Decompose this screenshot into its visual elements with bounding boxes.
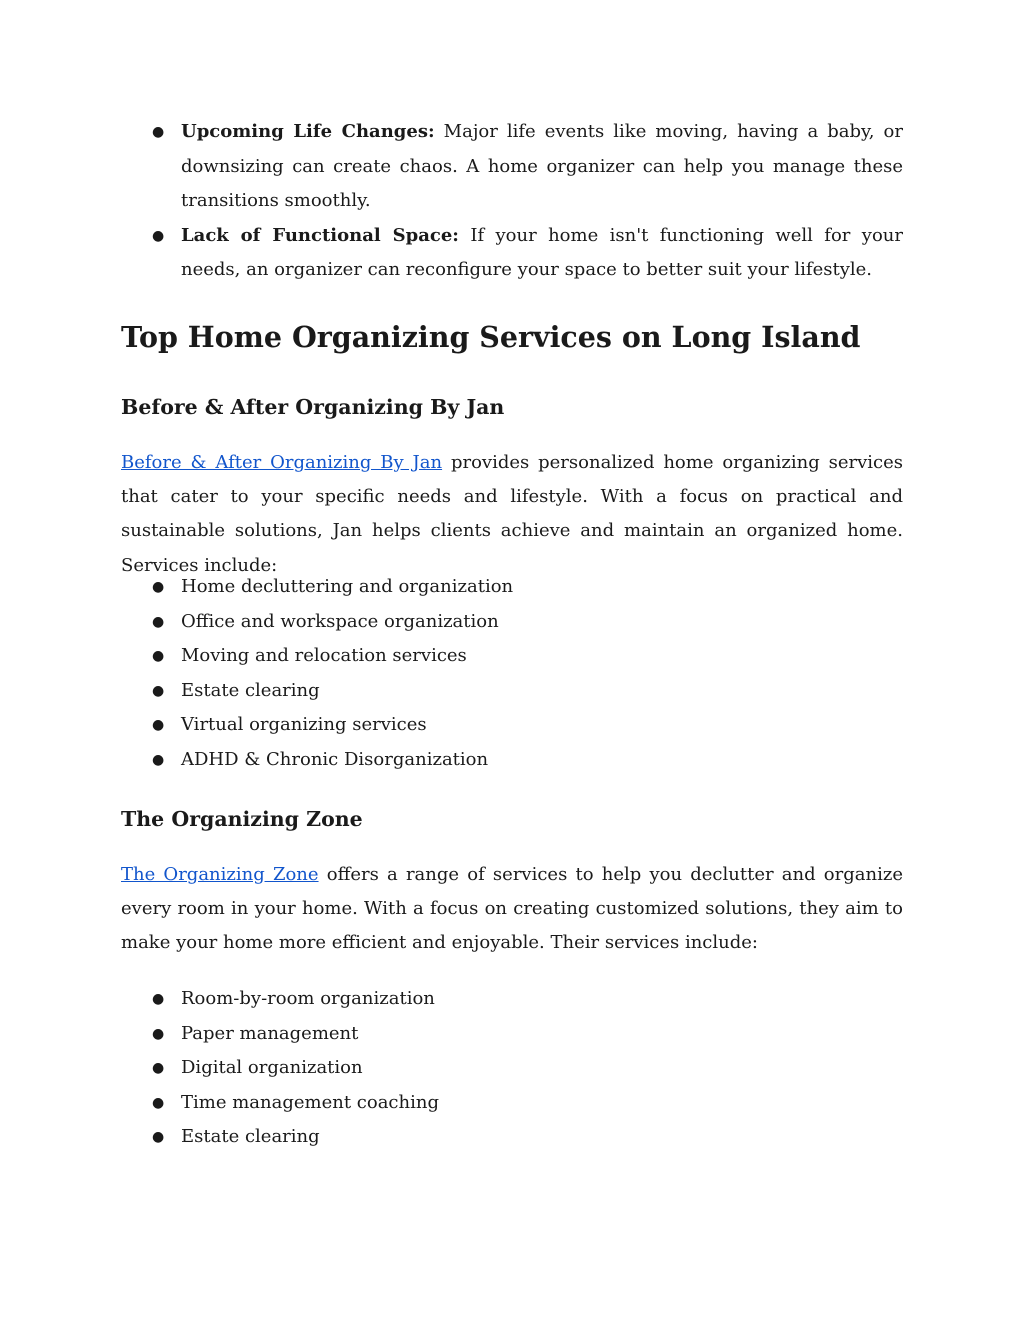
list-item	[121, 982, 903, 1017]
service-label: Time management coaching	[181, 1091, 439, 1113]
provider-heading: The Organizing Zone	[121, 807, 363, 831]
list-item	[121, 605, 903, 640]
list-item	[121, 570, 903, 605]
service-label: Paper management	[181, 1022, 359, 1044]
provider-heading: Before & After Organizing By Jan	[121, 395, 505, 419]
list-item	[121, 115, 903, 219]
bullet-icon: ●	[152, 579, 165, 595]
service-label: Estate clearing	[181, 1126, 320, 1148]
provider-description-text: provides personalized home organizing services that cater to your specific needs and lifestyle. With a focus on practical and sustainable solutions, Jan helps clients achieve and maintain an organized home. Services include:	[121, 452, 904, 576]
bullet-icon: ●	[152, 1094, 165, 1111]
bullet-icon: ●	[152, 1025, 165, 1042]
section-title: Top Home Organizing Services on Long Island	[121, 320, 861, 354]
list-item	[121, 674, 903, 709]
list-item	[121, 1086, 903, 1121]
service-label: Moving and relocation services	[181, 645, 467, 667]
service-label: Room-by-room organization	[181, 988, 435, 1009]
bullet-lead: Upcoming Life Changes:	[181, 121, 435, 142]
bullet-icon: ●	[152, 1129, 165, 1146]
list-item	[121, 1017, 903, 1052]
bullet-lead: Lack of Functional Space:	[181, 224, 459, 246]
service-label: Virtual organizing services	[181, 714, 427, 736]
list-item	[121, 743, 903, 778]
bullet-icon: ●	[152, 751, 165, 768]
list-item	[121, 708, 903, 743]
list-item	[121, 1051, 903, 1086]
bullet-icon: ●	[152, 1060, 165, 1077]
provider-link[interactable]: The Organizing Zone	[121, 864, 319, 885]
provider-description	[121, 858, 903, 961]
bullet-text: If your home isn't functioning well for your needs, an organizer can reconfigure your space to better suit your lifestyle.	[181, 224, 903, 281]
list-item	[121, 639, 903, 674]
service-label: Digital organization	[181, 1057, 363, 1079]
service-label: Office and workspace organization	[181, 610, 499, 632]
bullet-icon: ●	[152, 648, 165, 665]
provider-description-text: offers a range of services to help you declutter and organize every room in your home. With a focus on creating customized solutions, they aim to make your home more efficient and enjoyable. Their services include:	[121, 864, 903, 954]
bullet-icon: ●	[152, 613, 165, 630]
bullet-text: Major life events like moving, having a baby, or downsizing can create chaos. A home organizer can help you manage these transitions smoothly.	[181, 121, 903, 212]
provider-services-list	[121, 982, 903, 1155]
service-label: Estate clearing	[181, 679, 320, 701]
list-item	[121, 1120, 903, 1155]
bullet-icon: ●	[152, 124, 165, 140]
service-label: Home decluttering and organization	[181, 576, 514, 597]
bullet-icon: ●	[152, 682, 165, 699]
bullet-icon: ●	[152, 717, 165, 734]
intro-bullet-list	[121, 115, 903, 288]
provider-services-list	[121, 570, 903, 778]
service-label: ADHD & Chronic Disorganization	[181, 748, 489, 770]
list-item	[121, 219, 903, 288]
provider-link[interactable]: Before & After Organizing By Jan	[121, 452, 443, 473]
bullet-icon: ●	[152, 227, 165, 244]
provider-description	[121, 446, 903, 583]
bullet-icon: ●	[152, 991, 165, 1007]
